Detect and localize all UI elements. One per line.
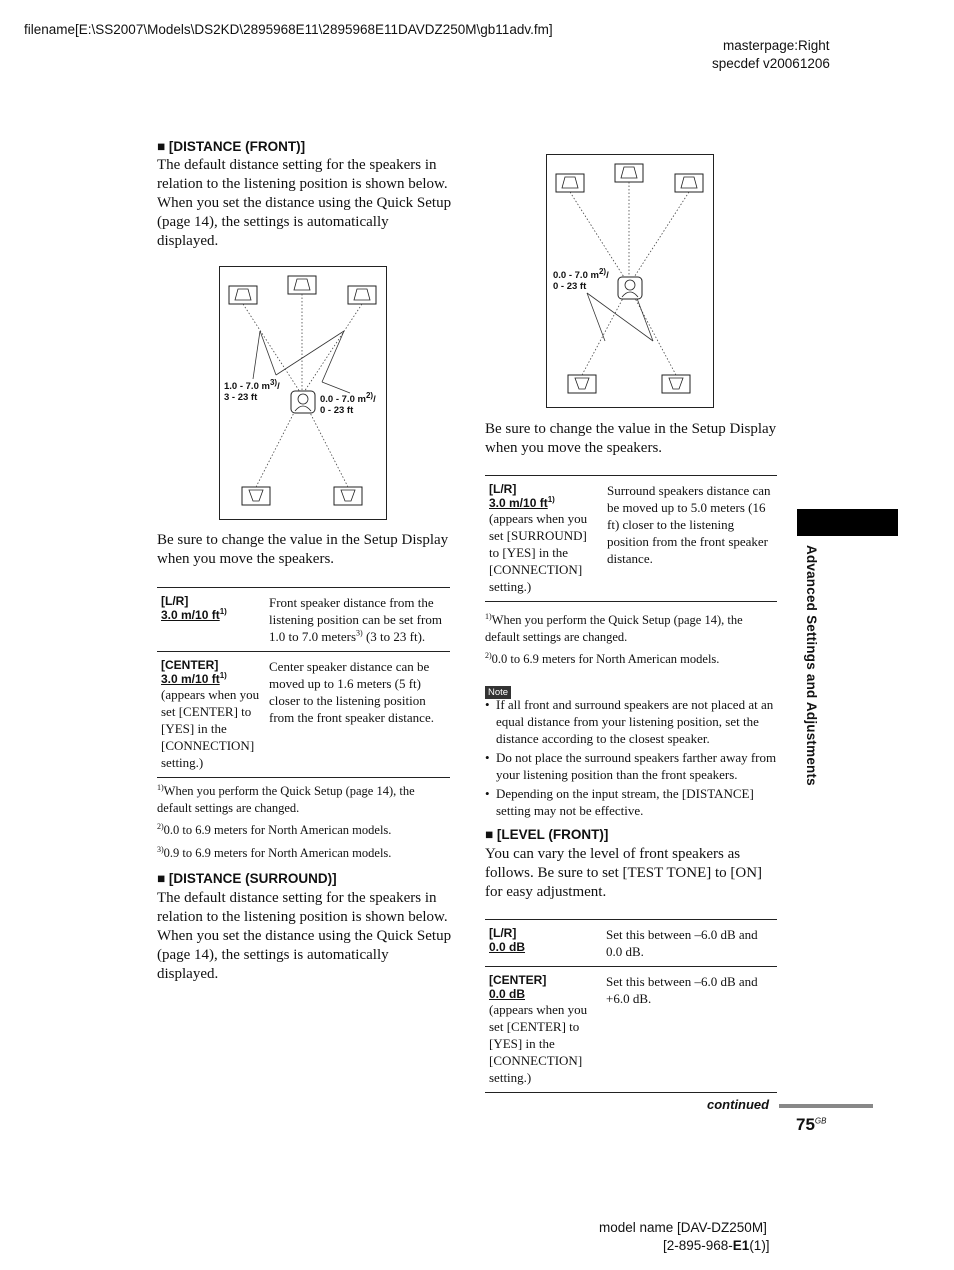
footnote: $^{2)}$0.0 to 6.9 meters for North American models.: [485, 650, 720, 666]
surround-range-label: 0.0 - 7.0 $m^{2)}/$ 0 - 23 ft: [553, 266, 609, 292]
model-code: [2-895-968-E1(1)]: [663, 1238, 770, 1253]
note-badge: Note: [485, 682, 511, 700]
note-item: • If all front and surround speakers are not placed at an equal distance from your listening position, set the distance according to the closest speaker.: [485, 696, 777, 747]
heading-text: [DISTANCE (SURROUND)]: [168, 871, 337, 886]
row-default-value: 3.0 m/10 ft: [489, 496, 548, 510]
row-description: Set this between –6.0 dB and 0.0 dB.: [606, 927, 758, 959]
row-default-value: 0.0 dB: [489, 987, 526, 1001]
footnote: $^{1)}$When you perform the Quick Setup (page 14), the default settings are changed.: [157, 782, 415, 815]
listener-icon: [618, 277, 642, 299]
surround-right-speaker-icon: [662, 375, 690, 393]
heading-text: [DISTANCE (FRONT)]: [168, 139, 306, 154]
masterpage-label: masterpage:Right: [723, 38, 830, 53]
filename-header: filename[E:\SS2007\Models\DS2KD\2895968E11\2895968E11DAVDZ250M\gb11adv.fm]: [24, 22, 553, 37]
table-row: [L/R] 3.0 m/10 $ft^{1)}$ (appears when you set [SURROUND] to [YES] in the [CONNECTION] setting.) Surround speakers distance can be moved up to 5.0 meters (16 ft) closer to the listening position from the front speaker distance.: [485, 476, 777, 602]
row-description: Center speaker distance can be moved up to 1.6 meters (5 ft) closer to the listening position from the front speaker distance.: [269, 659, 434, 725]
heading-text: [LEVEL (FRONT)]: [496, 827, 609, 842]
page-number: $75^{GB}$: [796, 1115, 827, 1134]
note-item: • Do not place the surround speakers farther away from your listening position than the front speakers.: [485, 749, 777, 783]
row-default-value: 3.0 m/10 ft: [161, 608, 220, 622]
row-label: [CENTER]: [161, 658, 219, 672]
continued-label: continued: [707, 1097, 770, 1112]
listener-icon: [291, 391, 315, 413]
footnote: $^{3)}$0.9 to 6.9 meters for North American models.: [157, 844, 392, 860]
level-intro-paragraph: You can vary the level of front speakers as follows. Be sure to set [TEST TONE] to [ON] for easy adjustment.: [485, 846, 763, 900]
row-condition: (appears when you set [SURROUND] to [YES] in the [CONNECTION] setting.): [489, 511, 588, 594]
footnote: $^{1)}$When you perform the Quick Setup (page 14), the default settings are changed.: [485, 611, 743, 644]
front-intro-paragraph: The default distance setting for the speakers in relation to the listening position is shown below. When you set the distance using the Quick Setup (page 14), the settings is automatically displayed.: [157, 157, 452, 249]
square-bullet-icon: ■: [485, 827, 494, 842]
front-distance-table: [157, 587, 450, 778]
row-condition: (appears when you set [CENTER] to [YES] in the [CONNECTION] setting.): [489, 1002, 588, 1085]
front-center-range-label: 0.0 - 7.0 $m^{2)}/$ 0 - 23 ft: [320, 390, 376, 416]
distance-surround-heading: [157, 871, 337, 886]
front-distance-diagram: [219, 266, 387, 520]
surround-distance-diagram: [546, 154, 714, 408]
section-tab-marker: [797, 509, 898, 536]
row-condition: (appears when you set [CENTER] to [YES] in the [CONNECTION] setting.): [161, 687, 260, 770]
row-default-value: 3.0 m/10 ft: [161, 672, 220, 686]
surround-distance-table: [485, 475, 777, 602]
notes-list: [485, 696, 777, 821]
front-left-speaker-icon: [556, 174, 584, 192]
row-label: [L/R]: [489, 482, 517, 496]
center-speaker-icon: [615, 164, 643, 182]
table-row: [485, 967, 777, 1093]
surround-reminder: Be sure to change the value in the Setup Display when you move the speakers.: [485, 421, 777, 456]
square-bullet-icon: ■: [157, 871, 166, 886]
row-description: Set this between –6.0 dB and +6.0 dB.: [606, 974, 758, 1006]
surround-right-speaker-icon: [334, 487, 362, 505]
front-right-speaker-icon: [348, 286, 376, 304]
table-row: [485, 920, 777, 967]
model-name: model name [DAV-DZ250M]: [599, 1220, 767, 1235]
table-row: [CENTER] 3.0 m/10 $ft^{1)}$ (appears when you set [CENTER] to [YES] in the [CONNECTION] setting.) Center speaker distance can be moved up to 1.6 meters (5 ft) closer to the listening position from the front speaker distance.: [157, 652, 450, 778]
distance-front-heading: [157, 139, 305, 154]
row-description: Front speaker distance from the listening position can be set from 1.0 to 7.0 meters$^{3)}$ (3 to 23 ft).: [269, 595, 442, 644]
row-label: [L/R]: [161, 594, 189, 608]
note-item: • Depending on the input stream, the [DISTANCE] setting may not be effective.: [485, 785, 777, 819]
row-label: [L/R]: [489, 926, 517, 940]
surround-intro-paragraph: The default distance setting for the speakers in relation to the listening position is shown below. When you set the distance using the Quick Setup (page 14), the settings is automatically displayed.: [157, 890, 452, 982]
front-left-range-label: 1.0 - 7.0 $m^{3)}/$ 3 - 23 ft: [224, 377, 280, 403]
continued-bar: [779, 1104, 873, 1108]
front-right-speaker-icon: [675, 174, 703, 192]
front-reminder: Be sure to change the value in the Setup Display when you move the speakers.: [157, 532, 449, 567]
section-title-vertical: Advanced Settings and Adjustments: [804, 545, 819, 786]
square-bullet-icon: ■: [157, 139, 166, 154]
surround-left-speaker-icon: [568, 375, 596, 393]
level-front-heading: [485, 827, 608, 842]
table-row: [L/R] 3.0 m/10 $ft^{1)}$ Front speaker distance from the listening position can be set from 1.0 to 7.0 meters$^{3)}$ (3 to 23 ft).: [157, 588, 450, 652]
surround-left-speaker-icon: [242, 487, 270, 505]
center-speaker-icon: [288, 276, 316, 294]
specdef-label: specdef v20061206: [712, 56, 830, 71]
footnote: $^{2)}$0.0 to 6.9 meters for North American models.: [157, 821, 392, 837]
front-left-speaker-icon: [229, 286, 257, 304]
row-description: Surround speakers distance can be moved up to 5.0 meters (16 ft) closer to the listening position from the front speaker distance.: [607, 483, 771, 566]
row-label: [CENTER]: [489, 973, 547, 987]
row-default-value: 0.0 dB: [489, 940, 526, 954]
level-table: [485, 919, 777, 1093]
